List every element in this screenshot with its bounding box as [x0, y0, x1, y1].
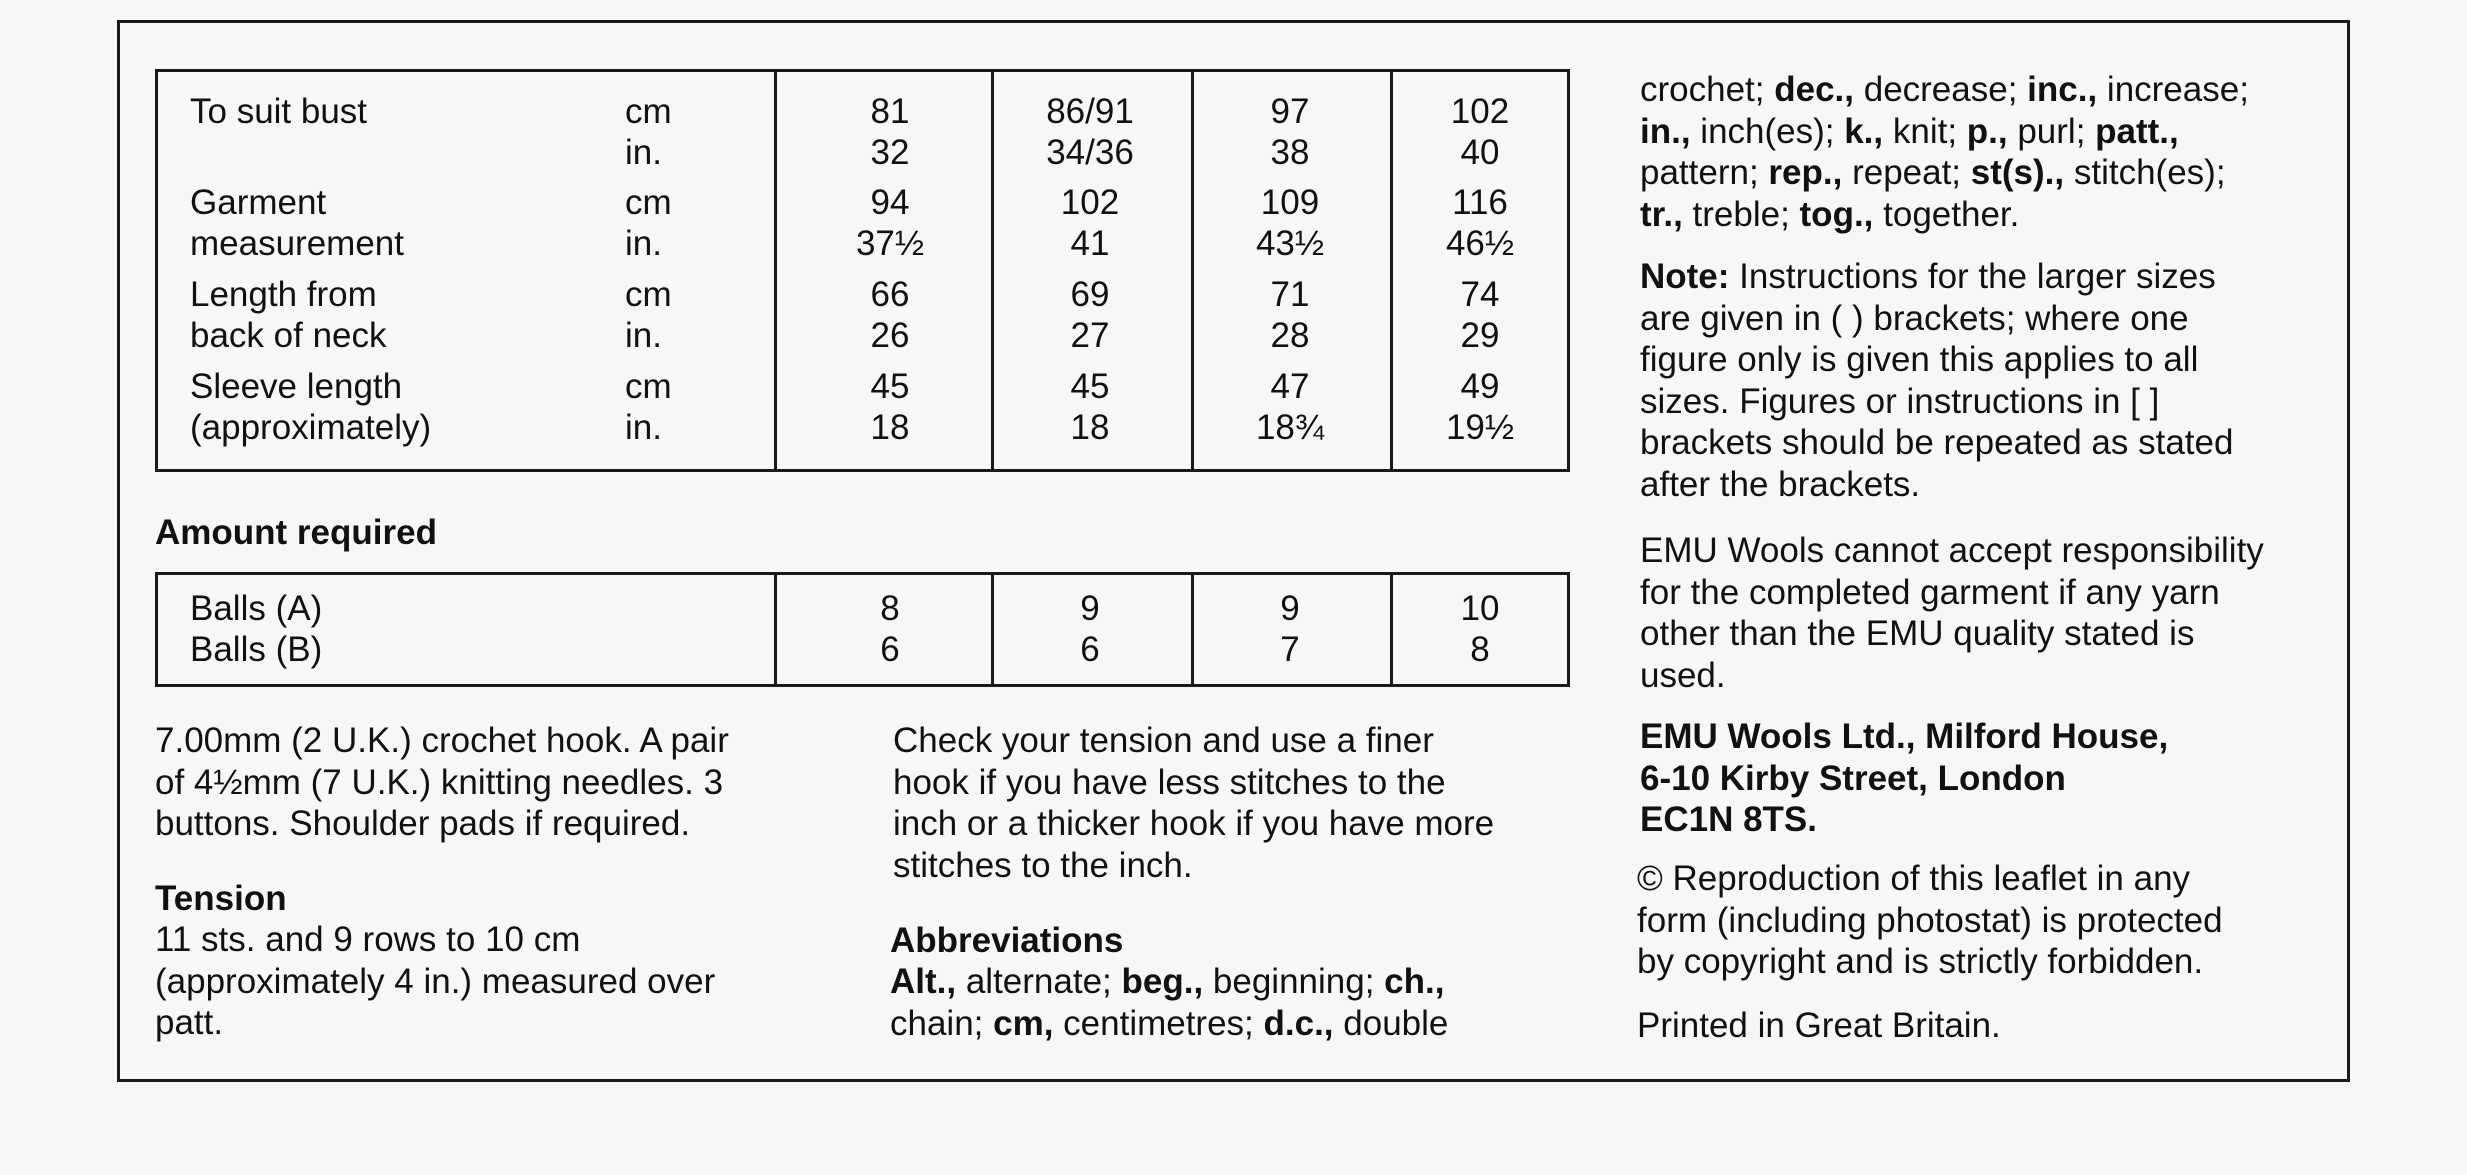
disclaimer-line: other than the EMU quality stated is — [1640, 614, 2195, 653]
abbrev-meaning: increase; — [2097, 70, 2249, 109]
abbrev-meaning: crochet; — [1640, 70, 1775, 109]
size-row-label: Sleeve length — [190, 367, 403, 406]
abbrev-term: Alt., — [890, 962, 957, 1001]
size-table-divider — [1191, 69, 1194, 472]
amount-cell: 10 — [1460, 589, 1500, 628]
note-line: figure only is given this applies to all — [1640, 340, 2199, 379]
abbrev-meaning: chain; — [890, 1003, 994, 1043]
printed-in-text: Printed in Great Britain. — [1637, 1006, 2001, 1045]
abbrev-line — [890, 1003, 1448, 1045]
note-label: Note: — [1640, 257, 1730, 296]
size-row-unit: in. — [625, 316, 662, 355]
copyright-text — [1637, 858, 2223, 983]
note-first-line: Instructions for the larger sizes — [1729, 257, 2216, 296]
amount-heading: Amount required — [155, 513, 437, 552]
amount-table-divider — [1191, 572, 1194, 687]
amount-cell: 9 — [1280, 589, 1300, 628]
abbrev-meaning: pattern; — [1640, 153, 1769, 192]
abbrev-term: k., — [1844, 111, 1884, 151]
size-cell: 18 — [1070, 408, 1110, 447]
address-line: EC1N 8TS. — [1640, 800, 1817, 839]
check-tension-text — [893, 720, 1494, 886]
amount-table-divider — [991, 572, 994, 687]
size-cell: 102 — [1450, 92, 1510, 131]
size-cell: 74 — [1460, 275, 1500, 314]
size-row-label: To suit bust — [190, 92, 368, 131]
abbrev-term: d.c., — [1263, 1003, 1334, 1043]
size-row-label: (approximately) — [190, 408, 432, 447]
size-cell: 38 — [1270, 133, 1310, 172]
disclaimer-line: for the completed garment if any yarn — [1640, 572, 2220, 612]
size-cell: 19½ — [1445, 408, 1515, 447]
abbrev-term: tog., — [1799, 194, 1874, 234]
size-row-unit: in. — [625, 408, 662, 447]
size-row-label: Length from — [190, 275, 377, 314]
size-cell: 34/36 — [1046, 133, 1134, 172]
abbreviations-text-right — [1640, 69, 2249, 235]
abbrev-meaning: treble; — [1682, 194, 1800, 234]
size-row-label: back of neck — [190, 316, 387, 355]
abbrev-term: ch., — [1384, 962, 1445, 1001]
abbrev-term: inc., — [2027, 70, 2098, 109]
abbrev-meaning: beginning; — [1203, 962, 1385, 1001]
size-cell: 27 — [1070, 316, 1110, 355]
abbrev-meaning: together. — [1873, 194, 2020, 234]
size-row-unit: in. — [625, 133, 662, 172]
size-row-label: Garment — [190, 183, 327, 222]
tension-text — [155, 919, 715, 1044]
check-line: inch or a thicker hook if you have more — [893, 804, 1495, 843]
disclaimer-line: used. — [1640, 655, 1726, 695]
size-row-unit: in. — [625, 224, 662, 263]
note-line: sizes. Figures or instructions in [ ] — [1640, 381, 2160, 421]
abbrev-term: st(s)., — [1970, 153, 2065, 192]
abbrev-meaning: double — [1333, 1003, 1449, 1043]
materials-line: of 4½mm (7 U.K.) knitting needles. 3 — [155, 762, 724, 802]
size-cell: 45 — [870, 367, 910, 406]
note-line: brackets should be repeated as stated — [1640, 423, 2234, 462]
size-table-divider — [774, 69, 777, 472]
size-cell: 29 — [1460, 316, 1500, 355]
address-line: 6-10 Kirby Street, London — [1640, 758, 2066, 798]
note-text — [1640, 256, 2233, 505]
amount-cell: 9 — [1080, 589, 1100, 628]
abbrev-meaning: stitch(es); — [2064, 153, 2226, 192]
abbrev-meaning: inch(es); — [1690, 111, 1845, 151]
abbrev-term: in., — [1640, 111, 1691, 151]
size-row-unit: cm — [625, 367, 672, 406]
amount-cell: 7 — [1280, 630, 1300, 669]
tension-line: patt. — [155, 1003, 224, 1042]
size-cell: 47 — [1270, 367, 1310, 406]
materials-line: 7.00mm (2 U.K.) crochet hook. A pair — [155, 721, 729, 760]
abbrev-meaning: repeat; — [1842, 153, 1971, 192]
size-cell: 26 — [870, 316, 910, 355]
size-cell: 109 — [1260, 183, 1320, 222]
size-row-unit: cm — [625, 92, 672, 131]
abbrev-term: rep., — [1768, 153, 1843, 192]
abbrev-line — [1640, 69, 2249, 111]
address-line: EMU Wools Ltd., Milford House, — [1640, 717, 2169, 756]
abbrev-term: tr., — [1640, 194, 1683, 234]
abbrev-term: beg., — [1121, 962, 1204, 1001]
size-cell: 28 — [1270, 316, 1310, 355]
size-cell: 71 — [1270, 275, 1310, 314]
disclaimer-text — [1640, 530, 2264, 696]
size-row-unit: cm — [625, 275, 672, 314]
check-line: hook if you have less stitches to the — [893, 762, 1446, 802]
abbrev-line — [890, 961, 1448, 1003]
size-cell: 18¾ — [1255, 408, 1325, 447]
size-cell: 32 — [870, 133, 910, 172]
amount-table-divider — [1390, 572, 1393, 687]
abbrev-line — [1640, 194, 2249, 236]
copyright-line: by copyright and is strictly forbidden. — [1637, 942, 2204, 981]
abbrev-meaning: alternate; — [956, 962, 1122, 1001]
abbrev-term: p., — [1966, 111, 2008, 151]
size-cell: 46½ — [1445, 224, 1515, 263]
disclaimer-line: EMU Wools cannot accept responsibility — [1640, 531, 2264, 570]
abbrev-meaning: centimetres; — [1053, 1003, 1264, 1043]
materials-text — [155, 720, 729, 845]
size-cell: 81 — [870, 92, 910, 131]
size-cell: 66 — [870, 275, 910, 314]
amount-cell: 8 — [880, 589, 900, 628]
size-cell: 116 — [1452, 183, 1508, 222]
size-cell: 43½ — [1255, 224, 1325, 263]
abbrev-meaning: purl; — [2007, 111, 2096, 151]
size-cell: 94 — [870, 183, 910, 222]
tension-heading: Tension — [155, 879, 287, 918]
amount-row-label: Balls (A) — [190, 589, 323, 628]
abbreviations-heading: Abbreviations — [890, 921, 1124, 960]
size-table-divider — [1390, 69, 1393, 472]
check-line: Check your tension and use a finer — [893, 721, 1434, 760]
note-line: are given in ( ) brackets; where one — [1640, 298, 2189, 338]
amount-cell: 8 — [1470, 630, 1490, 669]
size-cell: 18 — [870, 408, 910, 447]
size-cell: 97 — [1270, 92, 1310, 131]
check-line: stitches to the inch. — [893, 845, 1193, 885]
address-text — [1640, 716, 2168, 841]
copyright-line: form (including photostat) is protected — [1637, 900, 2223, 940]
abbrev-line — [1640, 152, 2249, 194]
size-cell: 45 — [1070, 367, 1110, 406]
size-table-divider — [991, 69, 994, 472]
tension-line: (approximately 4 in.) measured over — [155, 961, 716, 1001]
size-cell: 69 — [1070, 275, 1110, 314]
abbreviations-text-left — [890, 961, 1448, 1044]
size-cell: 41 — [1070, 224, 1110, 263]
tension-line: 11 sts. and 9 rows to 10 cm — [155, 920, 581, 959]
size-cell: 102 — [1060, 183, 1120, 222]
abbrev-meaning: decrease; — [1854, 70, 2028, 109]
amount-cell: 6 — [880, 630, 900, 669]
abbrev-line — [1640, 111, 2249, 153]
note-line: after the brackets. — [1640, 464, 1921, 504]
size-cell: 86/91 — [1046, 92, 1134, 131]
amount-cell: 6 — [1080, 630, 1100, 669]
size-cell: 40 — [1460, 133, 1500, 172]
amount-table-divider — [774, 572, 777, 687]
abbrev-meaning: knit; — [1883, 111, 1967, 151]
abbrev-term: dec., — [1774, 70, 1854, 109]
copyright-line: © Reproduction of this leaflet in any — [1637, 859, 2191, 898]
abbrev-term: patt., — [2095, 111, 2179, 151]
abbrev-term: cm, — [993, 1003, 1054, 1043]
size-cell: 37½ — [855, 224, 925, 263]
size-row-unit: cm — [625, 183, 672, 222]
materials-line: buttons. Shoulder pads if required. — [155, 804, 691, 843]
size-row-label: measurement — [190, 224, 404, 263]
amount-row-label: Balls (B) — [190, 630, 323, 669]
size-cell: 49 — [1460, 367, 1500, 406]
